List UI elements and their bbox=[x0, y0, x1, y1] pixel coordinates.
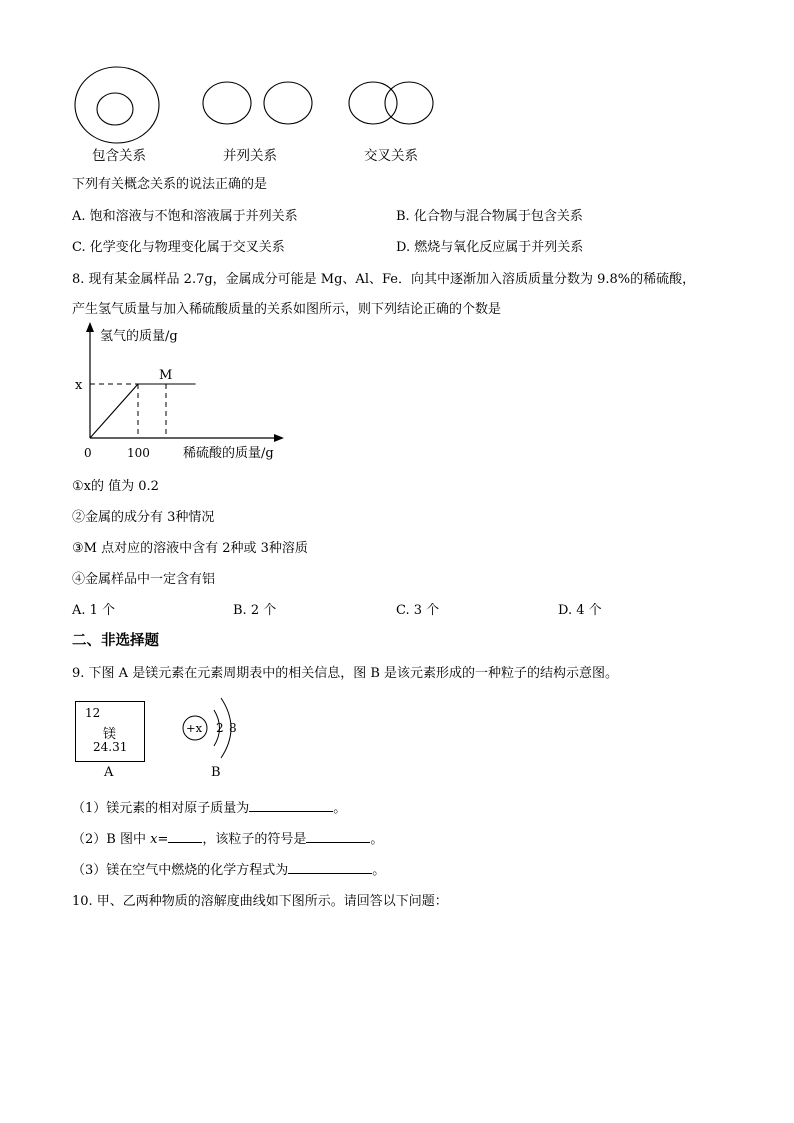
q8-option-d: D. 4 个 bbox=[558, 603, 602, 618]
x-axis-arrow bbox=[274, 434, 284, 442]
q9-sub1-text: （1）镁元素的相对原子质量为 bbox=[72, 801, 250, 816]
point-m-label: M bbox=[159, 368, 173, 383]
q9-sub2-variable: x bbox=[150, 832, 158, 847]
q9-sub1-end: 。 bbox=[333, 801, 347, 816]
cross-relation-diagram bbox=[349, 82, 433, 124]
q9-sub2-blank-symbol[interactable] bbox=[306, 830, 370, 843]
parallel-relation-diagram bbox=[203, 82, 312, 124]
concept-relation-diagrams bbox=[0, 0, 794, 150]
element-name: 镁 bbox=[103, 727, 117, 742]
q7-option-c: C. 化学变化与物理变化属于交叉关系 bbox=[72, 240, 285, 255]
caption-contain: 包含关系 bbox=[92, 148, 146, 164]
q9-sub2-end: 。 bbox=[370, 832, 384, 847]
q9-sub2 bbox=[72, 828, 383, 847]
y-axis-arrow bbox=[86, 322, 94, 332]
figure-a-label: A bbox=[104, 765, 114, 780]
section-title: 二、非选择题 bbox=[72, 633, 159, 649]
x-axis-label: 稀硫酸的质量/g bbox=[183, 446, 274, 461]
q7-option-d: D. 燃烧与氧化反应属于并列关系 bbox=[396, 240, 584, 255]
q7-option-a: A. 饱和溶液与不饱和溶液属于并列关系 bbox=[72, 209, 298, 224]
atomic-number: 12 bbox=[85, 706, 101, 720]
q9-sub2-text: （2）B 图中 bbox=[72, 832, 151, 847]
q9-sub1 bbox=[72, 797, 346, 816]
q9-sub3 bbox=[72, 859, 385, 878]
q7-stem: 下列有关概念关系的说法正确的是 bbox=[72, 177, 268, 192]
y-axis-label: 氢气的质量/g bbox=[100, 329, 178, 344]
q8-option-a: A. 1 个 bbox=[72, 603, 116, 618]
figure-b-label: B bbox=[211, 765, 221, 780]
x-tick-label-100: 100 bbox=[127, 446, 150, 460]
y-tick-label-x: x bbox=[75, 378, 83, 393]
q8-statement-4: ④金属样品中一定含有铝 bbox=[72, 572, 216, 587]
q8-statement-2: ②金属的成分有 3种情况 bbox=[72, 510, 215, 525]
periodic-cell-magnesium bbox=[75, 701, 145, 762]
caption-parallel: 并列关系 bbox=[223, 148, 277, 164]
caption-cross: 交叉关系 bbox=[364, 148, 418, 164]
shell-2-electrons: 8 bbox=[229, 721, 237, 735]
q8-statement-1: ①x的 值为 0.2 bbox=[72, 479, 159, 494]
q7-option-b: B. 化合物与混合物属于包含关系 bbox=[396, 209, 583, 224]
origin-label: 0 bbox=[84, 446, 92, 460]
q8-option-c: C. 3 个 bbox=[396, 603, 440, 618]
contain-relation-diagram bbox=[75, 67, 159, 143]
q9-sub2-equals: = bbox=[157, 832, 169, 847]
nucleus-charge: +x bbox=[186, 721, 203, 735]
q8-statement-3: ③M 点对应的溶液中含有 2种或 3种溶质 bbox=[72, 541, 308, 556]
q9-sub3-text: （3）镁在空气中燃烧的化学方程式为 bbox=[72, 863, 289, 878]
q8-stem-line1: 8. 现有某金属样品 2.7g，金属成分可能是 Mg、Al、Fe．向其中逐渐加入溶质质量分数为 9.8%的稀硫酸， bbox=[72, 272, 696, 287]
q9-sub3-blank[interactable] bbox=[288, 861, 372, 874]
q8-hydrogen-chart bbox=[0, 320, 794, 470]
atomic-mass: 24.31 bbox=[93, 740, 128, 754]
particle-structure-diagram bbox=[175, 692, 255, 767]
q9-sub2-blank-x[interactable] bbox=[168, 830, 202, 843]
q8-option-b: B. 2 个 bbox=[233, 603, 277, 618]
q10-stem: 10. 甲、乙两种物质的溶解度曲线如下图所示。请回答以下问题： bbox=[72, 894, 448, 909]
q9-stem: 9. 下图 A 是镁元素在元素周期表中的相关信息，图 B 是该元素形成的一种粒子的结构示意图。 bbox=[72, 666, 619, 681]
shell-1-electrons: 2 bbox=[216, 721, 224, 735]
q9-sub2-mid: ，该粒子的符号是 bbox=[202, 832, 307, 847]
series-line-rising bbox=[90, 384, 138, 438]
q9-sub3-end: 。 bbox=[372, 863, 386, 878]
q9-sub1-blank[interactable] bbox=[249, 799, 333, 812]
q8-stem-line2: 产生氢气质量与加入稀硫酸质量的关系如图所示，则下列结论正确的个数是 bbox=[72, 302, 502, 317]
